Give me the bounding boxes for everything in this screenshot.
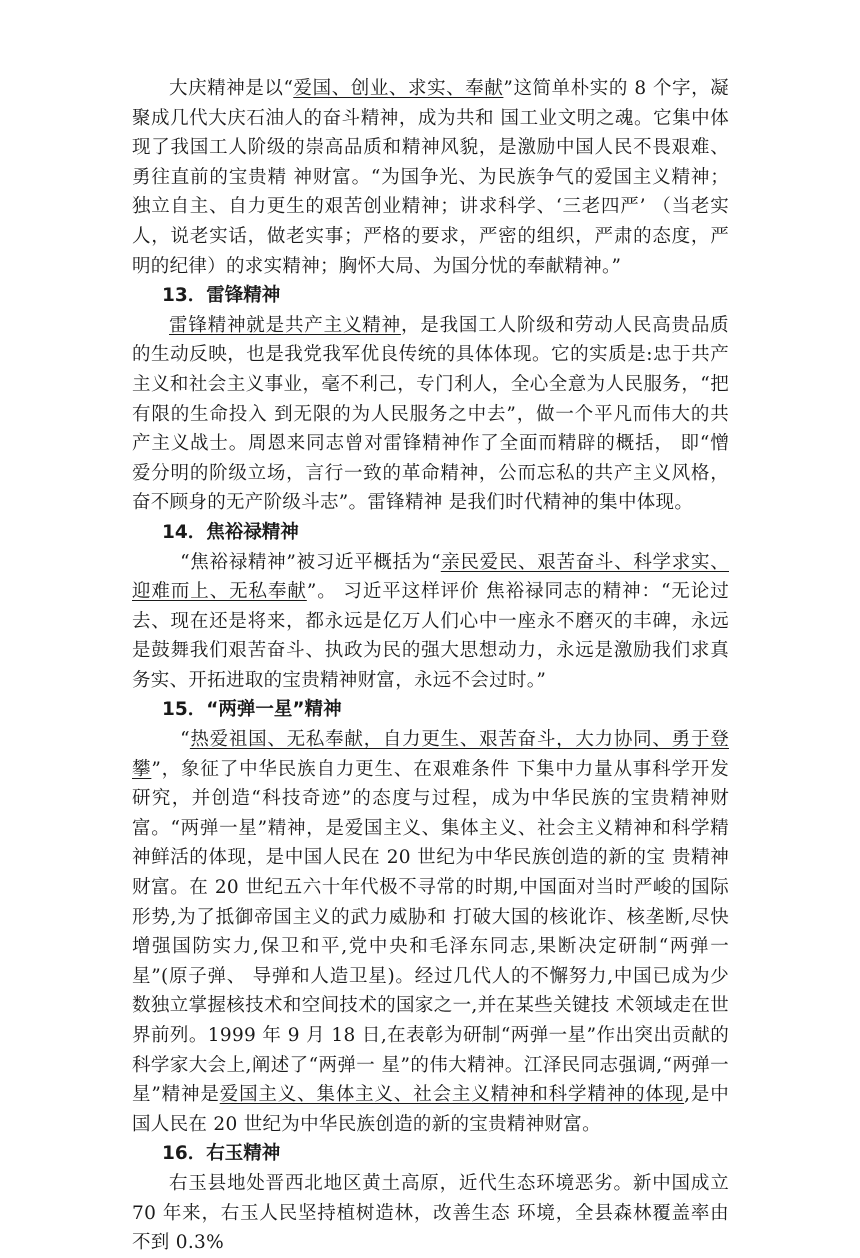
liangdan-underlined-definition: 爱国主义、集体主义、社会主义精神和科学精神的体现 xyxy=(219,1084,685,1106)
leifeng-paragraph xyxy=(132,311,729,518)
youyu-text-1: 右玉县地处晋西北地区黄土高原，近代生态环境恶劣。新中国成立 70 年来，右玉人民坚持植树造林，改善生态 环境，全县森林覆盖率由不到 0.3% xyxy=(132,1172,729,1254)
youyu-heading: 16．右玉精神 xyxy=(162,1143,281,1165)
daqing-text-1: 大庆精神是以“ xyxy=(169,78,294,99)
jiaoyulu-text-1: “焦裕禄精神”被习近平概括为“ xyxy=(180,551,441,573)
liangdan-text-1: “ xyxy=(180,729,190,751)
jiaoyulu-heading: 14．焦裕禄精神 xyxy=(162,521,299,543)
leifeng-underlined-definition: 雷锋精神就是共产主义精神 xyxy=(169,314,401,336)
liangdan-heading: 15．“两弹一星”精神 xyxy=(162,699,342,721)
liangdan-underlined-motto: 热爱祖国、无私奉献，自力更生、艰苦奋斗，大力协同、勇于登攀 xyxy=(132,729,729,780)
liangdan-text-2: ”，象征了中华民族自力更生、在艰难条件 下集中力量从事科学开发研究，并创造“科技奇迹”的态度与过程，成为中华民族的宝贵精神财富。“两弹一星”精神，是爱国主义、集体主义、社会主义精神和科学精神鲜活的体现，是中国人民在 20 世纪为中华民族创造的新的宝 贵精神财富。在 20 世纪五六十年代极不寻常的时期,中国面对当时严峻的国际形势,为了抵御帝国主义的武力威胁和 打破大国的核讹诈、核垄断,尽快增强国防实力,保卫和平,党中央和毛泽东同志,果断决定研制“两弹一星”(原子弹、 导弹和人造卫星)。经过几代人的不懈努力,中国已成为少数独立掌握核技术和空间技术的国家之一,并在某些关键技 术领域走在世界前列。1999 年 9 月 18 日,在表彰为研制“两弹一星”作出突出贡献的科学家大会上,阐述了“两弹一 星”的伟大精神。江泽民同志强调,“两弹一星”精神是 xyxy=(132,758,729,1106)
liangdan-paragraph xyxy=(132,725,729,1139)
daqing-text-2: ”这简单朴实的 8 个字，凝聚成几代大庆石油人的奋斗精神，成为共和 国工业文明之魂。它集中体现了我国工人阶级的崇高品质和精神风貌，是激励中国人民不畏艰难、勇往直前的宝贵精 神财富。“为国争光、为民族争气的爱国主义精神；独立自主、自力更生的艰苦创业精神；讲求科学、‘三老四严’ （当老实人，说老实话，做老实事；严格的要求，严密的组织，严肃的态度，严明的纪律）的求实精神；胸怀大局、为国分忧的奉献精神。” xyxy=(132,78,729,277)
youyu-paragraph xyxy=(132,1169,729,1258)
jiaoyulu-paragraph xyxy=(132,548,729,696)
jiaoyulu-underlined-summary: 亲民爱民、艰苦奋斗、科学求实、迎难而上、无私奉献 xyxy=(132,551,729,603)
leifeng-heading: 13．雷锋精神 xyxy=(162,285,281,307)
leifeng-text-1: ，是我国工人阶级和劳动人民高贵品质的生动反映，也是我党我军优良传统的具体体现。它的实质是:忠于共产主义和社会主义事业，毫不利己，专门利人，全心全意为人民服务，“把有限的生命投入 到无限的为人民服务之中去”，做一个平凡而伟大的共产主义战士。周恩来同志曾对雷锋精神作了全面而精辟的概括， 即“憎爱分明的阶级立场，言行一致的革命精神，公而忘私的共产主义风格，奋不顾身的无产阶级斗志”。雷锋精神 是我们时代精神的集中体现。 xyxy=(132,314,729,514)
daqing-underlined-motto: 爱国、创业、求实、奉献 xyxy=(293,78,504,99)
jiaoyulu-text-2: ”。 习近平这样评价 焦裕禄同志的精神：“无论过去、现在还是将来，都永远是亿万人们心中一座永不磨灭的丰碑，永远是鼓舞我们艰苦奋斗、执政为民的强大思想动力，永远是激励我们求真务实、开拓进取的宝贵精神财富，永远不会过时。” xyxy=(132,581,729,691)
liangdan-text-3: ,是中 国人民在 20 世纪为中华民族创造的新的宝贵精神财富。 xyxy=(132,1084,730,1135)
daqing-paragraph xyxy=(132,74,729,281)
